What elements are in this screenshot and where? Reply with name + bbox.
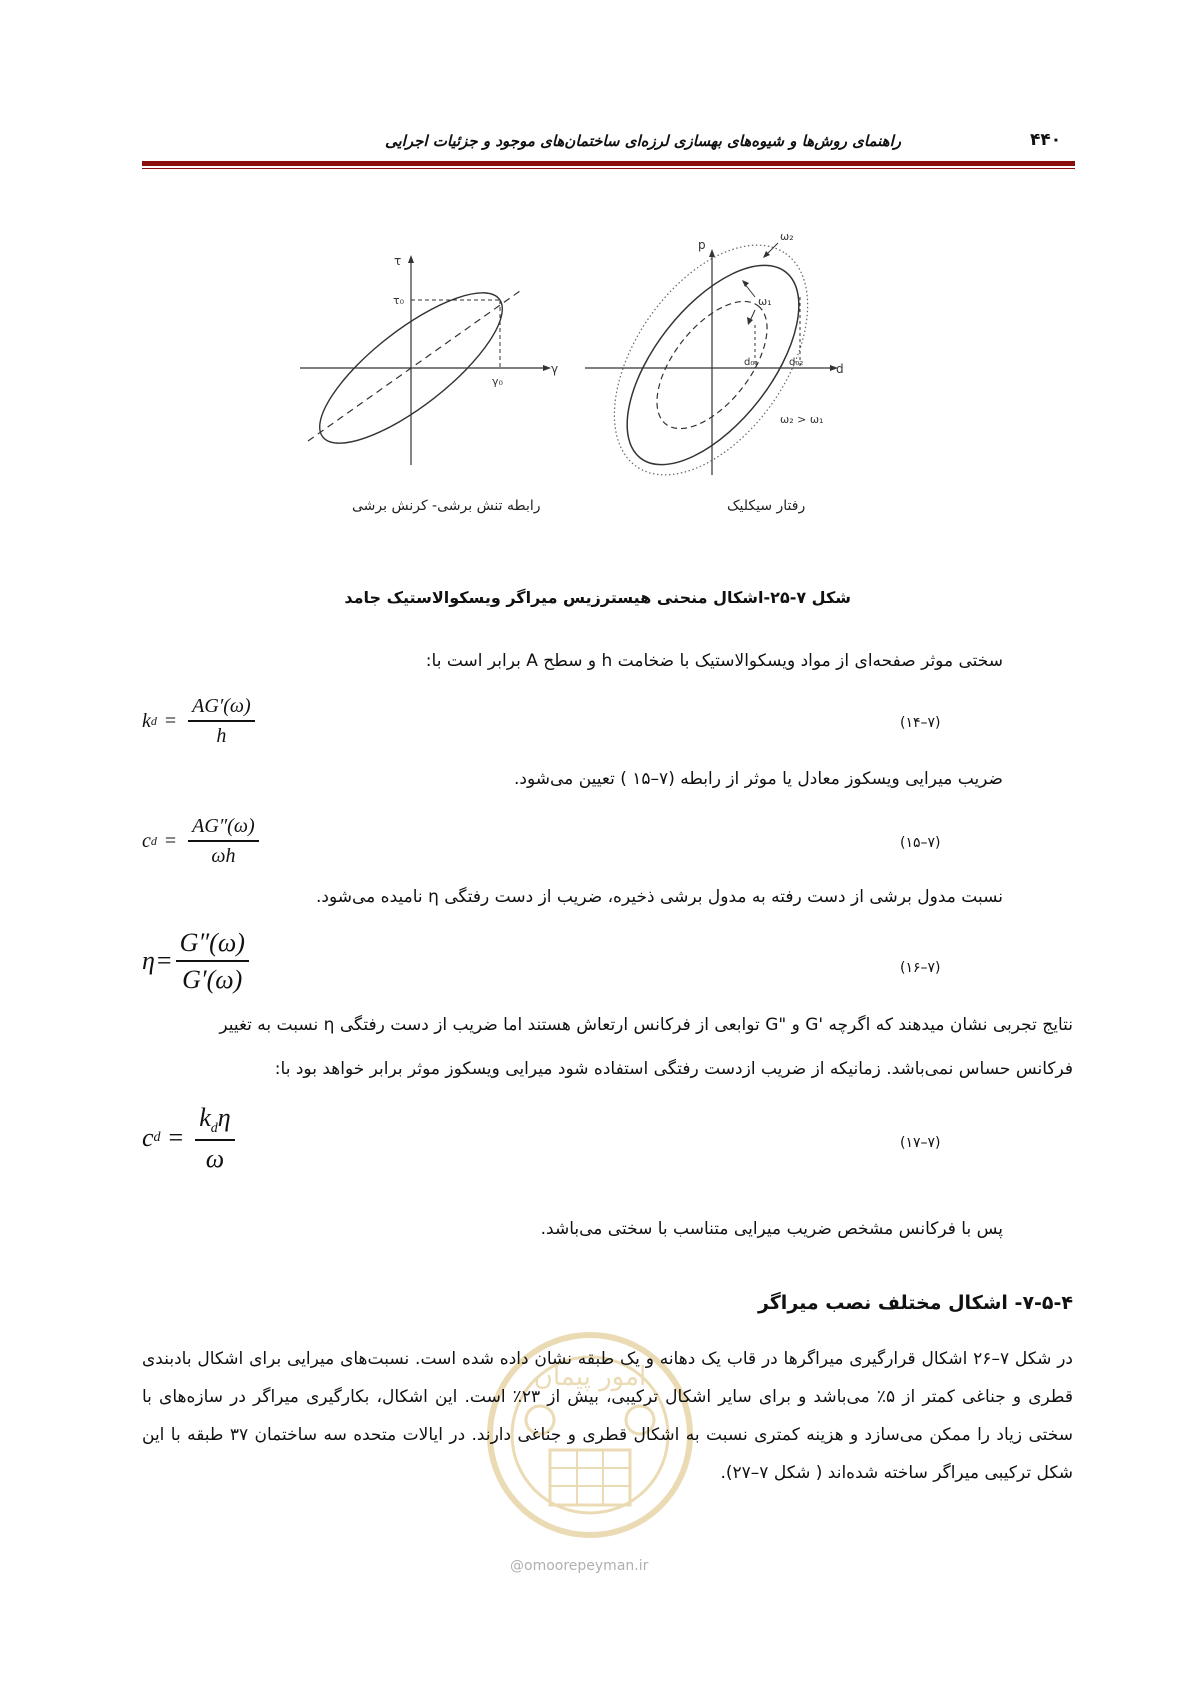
eq14-fraction [188,695,254,748]
paragraph-experimental-results-line-1: نتایج تجربی نشان میدهند که اگرچه 'G و "G توابعی از فرکانس ارتعاش هستند اما ضریب از دست رفتگی η نسبت به تغییر [219,1015,1073,1035]
eq17-lhs: c [142,1123,154,1153]
eq14-lhs-sub: d [150,713,157,728]
equation-14: k d = $\frac{AG'(\omega)}{h}$ [142,695,255,748]
section-body-paragraph: در شکل ۷–۲۶ اشکال قرارگیری میراگرها در قاب یک دهانه و یک طبقه نشان داده شده است. نسبت‌های میرایی برای اشکال بادبندی قطری و جناغی کمتر از ۵٪ می‌باشد و برای سایر اشکال ترکیبی، بیش از ۲۳٪ است. این اشکال، بکارگیری میراگر در سازه‌های با سختی زیاد را ممکن می‌سازد و هزینه کمتری نسبت به اشکال قطری و جناغی دارند. در ایالات متحده سه ساختمان ۳۷ طبقه با این شکل ترکیبی میراگر ساخته شده‌اند ( شکل ۷–۲۷). [142,1349,1073,1483]
section-heading: ۷-۵-۴- اشکال مختلف نصب میراگر [757,1292,1073,1314]
eq17-lhs-sub: d [153,1130,161,1146]
eq15-fraction [188,815,258,868]
equation-17: c d = $\frac{k_d\eta}{\omega}$ [142,1103,235,1174]
d02-label: d₀₂ [789,357,804,368]
left-tick-y-label: τ₀ [393,294,405,307]
eq17-numerator-tail: η [217,1103,231,1132]
watermark-url [510,1558,648,1574]
omega1-label: ω₁ [758,295,772,308]
equation-15-number: (۱۵–۷) [900,835,941,851]
figure-caption: شکل ۷-۲۵-اشکال منحنی هیسترزیس میراگر ویسکوالاستیک جامد [344,588,851,607]
hysteresis-figure [300,225,900,495]
eq16-fraction [176,928,249,995]
eq16-numerator: G″(ω) [179,928,245,957]
d01-label: d₀₁ [744,357,759,368]
equation-16-number: (۱۶–۷) [900,960,941,976]
equation-17-number: (۱۷–۷) [900,1135,941,1151]
eq14-numerator: AG′(ω) [192,695,251,717]
at-icon: @ [510,1558,524,1574]
left-panel-plot [300,254,558,467]
paragraph-damping-coefficient: ضریب میرایی ویسکوز معادل یا موثر از رابطه (۷–۱۵ ) تعیین می‌شود. [514,769,1003,789]
right-panel-label: رفتار سیکلیک [727,498,806,514]
right-axis-x-label: d [836,362,844,376]
omega-relation-label: ω₂ > ω₁ [780,413,824,426]
left-axis-y-label: τ [394,254,402,268]
equation-16: η = $\frac{G''(\omega)}{G'(\omega)}$ [142,928,249,995]
eq14-lhs: k [142,709,151,732]
omega2-label: ω₂ [780,230,794,243]
eq17-numerator-main: k [199,1103,211,1132]
left-panel-label: رابطه تنش برشی- کرنش برشی [352,498,541,514]
left-tick-x-label: γ₀ [492,375,503,388]
watermark-url-text: omoorepeyman.ir [524,1558,649,1574]
equation-15: c d = $\frac{AG''(\omega)}{\omega h}$ [142,815,259,868]
eq15-numerator: AG″(ω) [192,815,255,837]
eq15-lhs: c [142,829,151,852]
paragraph-effective-stiffness: سختی موثر صفحه‌ای از مواد ویسکوالاستیک با ضخامت h و سطح A برابر است با: [425,651,1003,671]
right-outer-dotted-ellipse [575,225,847,495]
eq17-denominator: ω [205,1143,225,1173]
paragraph-experimental-results-line-2: فرکانس حساس نمی‌باشد. زمانیکه از ضریب ازدست رفتگی استفاده شود میرایی ویسکوز موثر برابر خواهد بود با: [274,1059,1073,1079]
right-axis-y-label: p [698,238,706,252]
eq16-lhs: η [142,946,155,976]
paragraph-conclusion: پس با فرکانس مشخص ضریب میرایی متناسب با سختی می‌باشد. [540,1219,1003,1239]
left-dashed-line [308,291,520,441]
eq15-lhs-sub: d [150,833,157,848]
left-axis-x-label: γ [551,362,559,376]
running-header-title: راهنمای روش‌ها و شیوه‌های بهسازی لرزه‌ای ساختمان‌های موجود و جزئیات اجرایی [384,132,901,150]
eq17-numerator-sub: d [210,1121,218,1137]
watermark-logo-text: امور پیمان [533,1362,647,1392]
eq16-denominator: G′(ω) [182,964,243,994]
paragraph-loss-factor: نسبت مدول برشی از دست رفته به مدول برشی ذخیره، ضریب از دست رفتگی η نامیده می‌شود. [316,887,1003,907]
right-panel-plot [575,225,847,495]
header-rule [142,161,1075,166]
equation-14-number: (۱۴–۷) [900,715,941,731]
eq14-denominator: h [216,724,227,747]
page-number: ۴۴۰ [1030,130,1062,150]
header-rule-thin [142,168,1075,169]
eq15-denominator: ωh [211,844,236,867]
eq17-fraction [195,1103,234,1174]
